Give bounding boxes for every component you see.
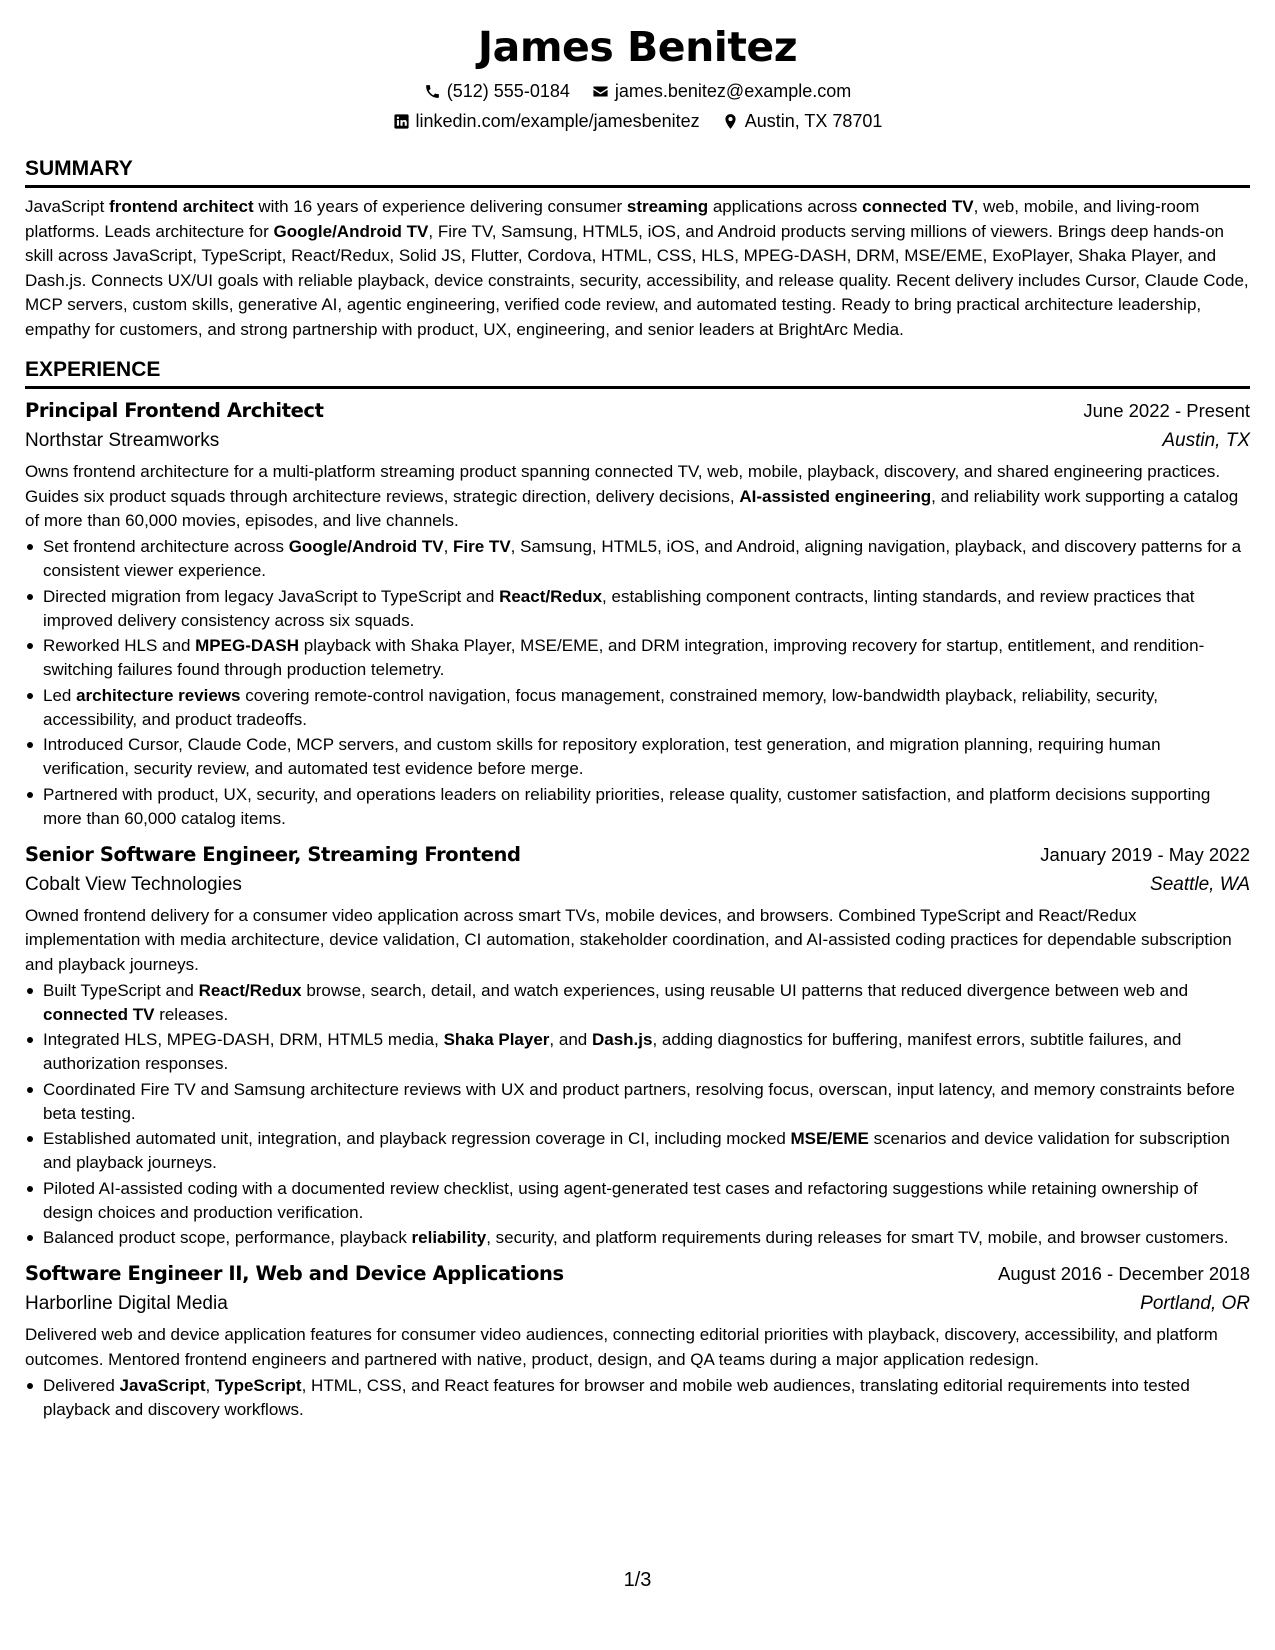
bold-keyword: connected TV	[862, 197, 974, 216]
bold-keyword: Google/Android TV	[288, 537, 444, 556]
job-company-row	[25, 1289, 1250, 1319]
job-entry	[25, 839, 1250, 1251]
list-item: Reworked HLS and MPEG-DASH playback with Shaka Player, MSE/EME, and DRM integration, improving recovery for startup, entitlement, and rendition-switching failures found through production telemetry.	[25, 634, 1250, 682]
job-bullets	[25, 1374, 1250, 1422]
job-entry	[25, 1258, 1250, 1422]
job-company: Cobalt View Technologies	[25, 873, 242, 895]
job-location: Portland, OR	[1140, 1293, 1250, 1314]
contact-line-1	[25, 76, 1250, 106]
map-pin-icon	[722, 113, 739, 130]
contact-linkedin[interactable]	[393, 106, 700, 136]
contact-email[interactable]	[592, 76, 851, 106]
resume-page	[25, 18, 1250, 1422]
bold-keyword: architecture reviews	[76, 685, 241, 705]
bold-keyword: React/Redux	[499, 586, 603, 606]
job-location: Seattle, WA	[1150, 873, 1250, 895]
job-company: Northstar Streamworks	[25, 430, 220, 451]
job-description: Delivered web and device application features for consumer video audiences, connecting editorial priorities with playback, discovery, accessibility, and platform outcomes. Mentored frontend engineers and partnered with native, product, design, and QA teams during a major application redesign.	[25, 1325, 1218, 1369]
list-item: Led architecture reviews covering remote-control navigation, focus management, constrained memory, low-bandwidth playback, reliability, security, accessibility, and product tradeoffs.	[25, 684, 1250, 732]
linkedin-icon	[393, 113, 410, 130]
list-item: Introduced Cursor, Claude Code, MCP servers, and custom skills for repository exploration, test generation, and migration planning, requiring human verification, security review, and automated test evidence before merge.	[25, 733, 1250, 781]
job-title: Senior Software Engineer, Streaming Frontend	[25, 842, 521, 866]
job-company-row	[25, 426, 1250, 456]
list-item: Established automated unit, integration, and playback regression coverage in CI, including mocked MSE/EME scenarios and device validation for subscription and playback journeys.	[25, 1127, 1250, 1175]
section-title-summary: SUMMARY	[25, 155, 1250, 188]
bold-keyword: Google/Android TV	[273, 221, 429, 241]
phone-icon	[424, 83, 441, 100]
bold-keyword: MSE/EME	[790, 1129, 869, 1148]
job-bullets	[25, 979, 1250, 1251]
list-item: Built TypeScript and React/Redux browse, search, detail, and watch experiences, using reusable UI patterns that reduced divergence between web and connected TV releases.	[25, 979, 1250, 1027]
job-title: Principal Frontend Architect	[25, 399, 324, 422]
job-dates: August 2016 - December 2018	[998, 1263, 1250, 1284]
list-item: Balanced product scope, performance, playback reliability, security, and platform requirements during releases for smart TV, mobile, and browser customers.	[25, 1226, 1250, 1250]
job-title-row	[25, 1258, 1250, 1289]
list-item: Set frontend architecture across Google/Android TV, Fire TV, Samsung, HTML5, iOS, and Android, aligning navigation, playback, and discovery patterns for a consistent viewer experience.	[25, 535, 1250, 583]
job-location: Austin, TX	[1162, 430, 1250, 451]
linkedin-url[interactable]: linkedin.com/example/jamesbenitez	[415, 111, 700, 131]
bold-keyword: streaming	[626, 197, 709, 216]
list-item: Partnered with product, UX, security, and operations leaders on reliability priorities, release quality, customer satisfaction, and platform decisions supporting more than 60,000 catalog items.	[25, 783, 1250, 831]
summary-section	[25, 155, 1250, 342]
bold-keyword: JavaScript	[119, 1375, 206, 1395]
bold-keyword: Fire TV	[453, 537, 511, 556]
list-item: Integrated HLS, MPEG-DASH, DRM, HTML5 media, Shaka Player, and Dash.js, adding diagnostics for buffering, manifest errors, subtitle failures, and authorization responses.	[25, 1028, 1250, 1076]
section-title-experience: EXPERIENCE	[25, 356, 1250, 389]
job-dates: January 2019 - May 2022	[1040, 843, 1250, 865]
job-title-row	[25, 395, 1250, 426]
bold-keyword: reliability	[411, 1228, 487, 1247]
bold-keyword: AI-assisted engineering	[739, 486, 932, 506]
job-title-row	[25, 839, 1250, 870]
bold-keyword: TypeScript	[215, 1375, 302, 1395]
envelope-icon	[592, 83, 609, 100]
job-company: Harborline Digital Media	[25, 1293, 228, 1314]
list-item: Directed migration from legacy JavaScript to TypeScript and React/Redux, establishing component contracts, linting standards, and review practices that improved delivery consistency across six squads.	[25, 585, 1250, 633]
bold-keyword: connected TV	[43, 1004, 155, 1024]
contact-phone	[424, 76, 570, 106]
job-description: Owned frontend delivery for a consumer video application across smart TVs, mobile devices, and browsers. Combined TypeScript and React/Redux implementation with media architecture, device validation, CI automation, stakeholder coordination, and AI-assisted coding practices for dependable subscription and playback journeys.	[25, 905, 1232, 974]
page-number: 1/3	[623, 1569, 652, 1591]
bold-keyword: frontend architect	[109, 197, 254, 216]
bold-keyword: React/Redux	[198, 980, 302, 1000]
summary-text: JavaScript frontend architect with 16 years of experience delivering consumer streaming applications across connected TV, web, mobile, and living-room platforms. Leads architecture for Google/Android TV, Fire TV, Samsung, HTML5, iOS, and Android products serving millions of viewers. Brings deep hands-on skill across JavaScript, TypeScript, React/Redux, Solid JS, Flutter, Cordova, HTML, CSS, HLS, MPEG-DASH, DRM, MSE/EME, ExoPlayer, Shaka Player, and Dash.js. Connects UX/UI goals with reliable playback, device constraints, security, accessibility, and release quality. Recent delivery includes Cursor, Claude Code, MCP servers, custom skills, generative AI, agentic engineering, verified code review, and automated testing. Ready to bring practical architecture leadership, empathy for customers, and strong partnership with product, UX, engineering, and senior leaders at BrightArc Media.	[25, 197, 1249, 339]
email-address[interactable]: james.benitez@example.com	[614, 81, 852, 101]
list-item: Delivered JavaScript, TypeScript, HTML, CSS, and React features for browser and mobile web audiences, translating editorial requirements into tested playback and discovery workflows.	[25, 1374, 1250, 1422]
list-item: Coordinated Fire TV and Samsung architecture reviews with UX and product partners, resolving focus, overscan, input latency, and memory constraints before beta testing.	[25, 1078, 1250, 1126]
contact-line-2	[25, 106, 1250, 136]
experience-section	[25, 356, 1250, 1422]
bold-keyword: MPEG-DASH	[195, 636, 300, 655]
job-entry	[25, 395, 1250, 831]
bold-keyword: Shaka Player	[443, 1030, 550, 1049]
job-company-row	[25, 870, 1250, 900]
job-description: Owns frontend architecture for a multi-platform streaming product spanning connected TV, web, mobile, playback, discovery, and shared engineering practices. Guides six product squads through architecture reviews, strategic direction, delivery decisions, AI-assisted engineering, and reliability work supporting a catalog of more than 60,000 movies, episodes, and live channels.	[25, 462, 1239, 530]
list-item: Piloted AI-assisted coding with a documented review checklist, using agent-generated test cases and refactoring suggestions while retaining ownership of design choices and production verification.	[25, 1177, 1250, 1225]
job-bullets	[25, 535, 1250, 831]
phone-number: (512) 555-0184	[446, 81, 570, 101]
job-title: Software Engineer II, Web and Device Applications	[25, 1262, 564, 1285]
location-text: Austin, TX 78701	[744, 111, 883, 131]
contact-location	[722, 106, 883, 136]
bold-keyword: Dash.js	[591, 1030, 653, 1049]
candidate-name: James Benitez	[477, 23, 798, 71]
resume-header	[25, 18, 1250, 136]
job-dates: June 2022 - Present	[1083, 400, 1250, 421]
